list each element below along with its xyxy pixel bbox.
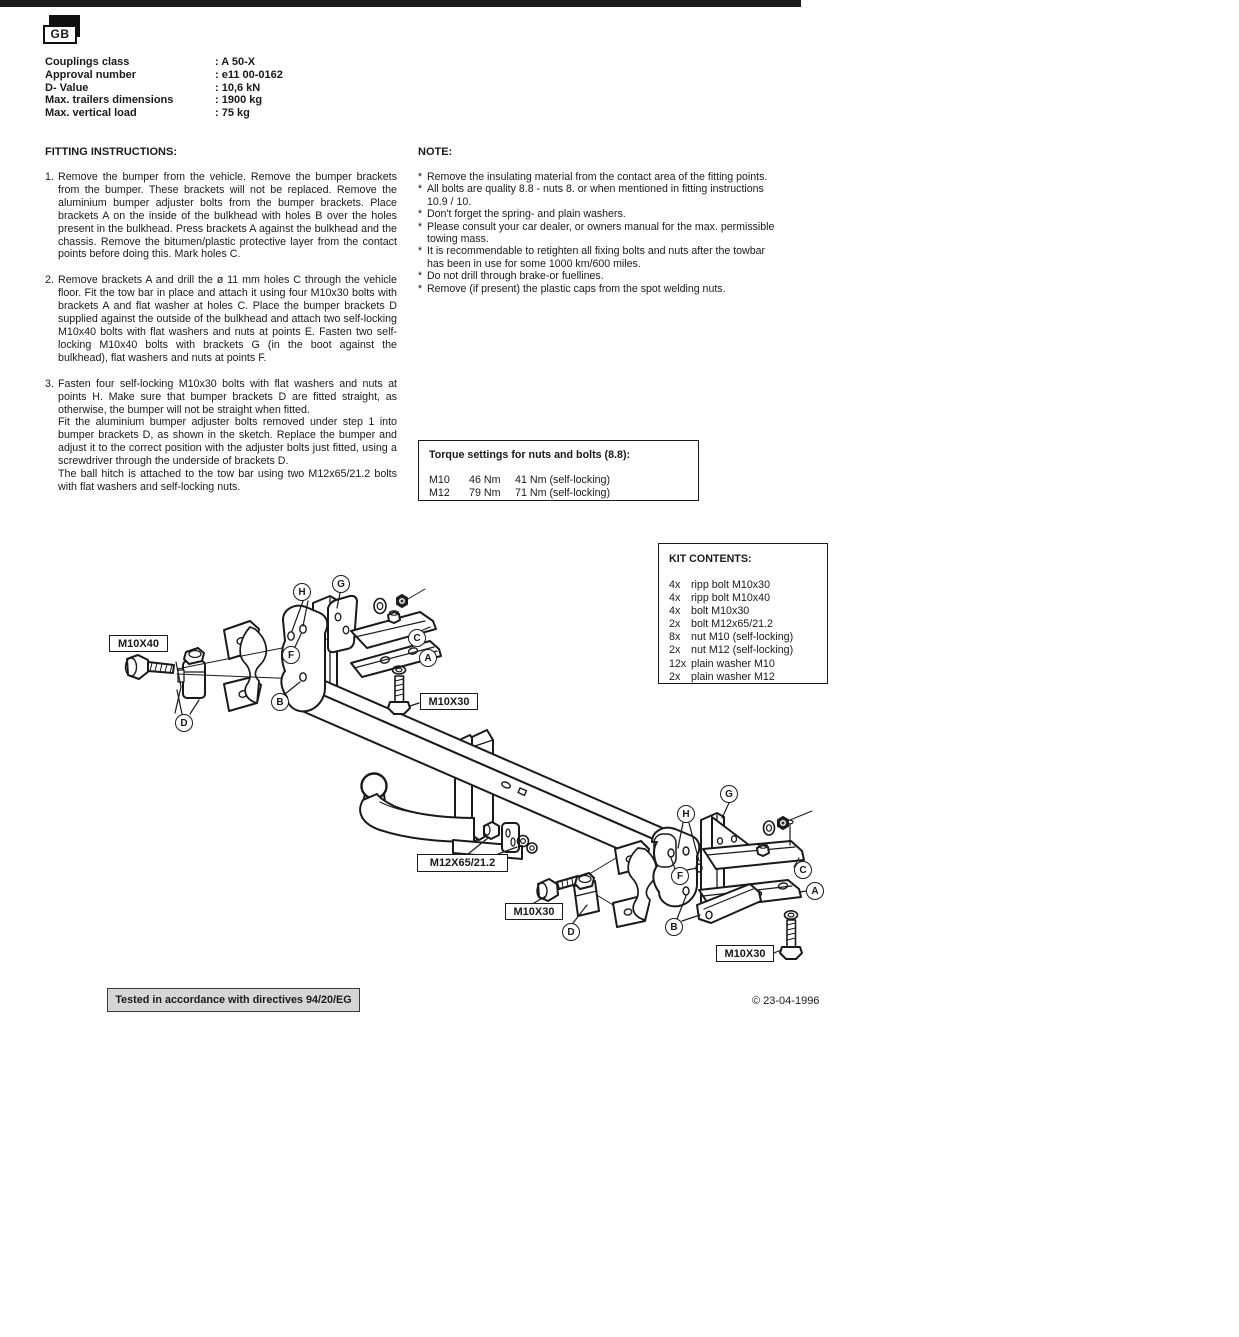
left-bracket-g [328, 596, 357, 652]
right-washer-nut [764, 811, 813, 835]
left-vertical-bolt [388, 666, 419, 714]
torque-settings-box [418, 440, 699, 501]
towbar-beam [296, 675, 674, 867]
part-label-m10x30-bottom: M10X30 [716, 945, 774, 962]
callout-left-h: H [293, 583, 311, 601]
right-bumper-bracket-d [574, 841, 657, 927]
fitting-step-2: 2. Remove brackets A and drill the ø 11 mm holes C through the vehicle floor. Fit the tow bar in place and attach it using four M10x30 bolts with brackets A and flat washer at holes C. Place the bumper brackets D supplied against the outside of the bulkhead and attach two self-locking M10x40 bolts with flat washers and nuts at points E. Fasten two self-locking M10x40 bolts with brackets G (in the boot against the bulkhead), flat washers and nuts at points F. [45, 274, 397, 364]
top-rule [0, 0, 801, 7]
spec-row: Couplings class : A 50-X [45, 56, 256, 68]
note-item: * Remove the insulating material from the contact area of the fitting points. [418, 171, 768, 183]
kit-item: 8x nut M10 (self-locking) [669, 631, 794, 644]
spec-row: Max. trailers dimensions : 1900 kg [45, 94, 263, 107]
kit-item: 2x bolt M12x65/21.2 [669, 618, 773, 631]
callout-right-a: A [806, 882, 824, 900]
note-item: * It is recommendable to retighten all fixing bolts and nuts after the towbar has been in use for some 1000 km/600 miles. [418, 245, 766, 270]
kit-item: 2x nut M12 (self-locking) [669, 644, 794, 657]
note-section [418, 146, 780, 295]
callout-right-b: B [665, 918, 683, 936]
part-label-m12x65: M12X65/21.2 [417, 854, 508, 872]
callout-right-h: H [677, 805, 695, 823]
fitting-title: FITTING INSTRUCTIONS: [45, 146, 177, 158]
spec-table [45, 56, 283, 120]
part-label-m10x30-mid: M10X30 [505, 903, 563, 920]
part-label-m10x30-left: M10X30 [420, 693, 478, 710]
kit-item: 4x ripp bolt M10x40 [669, 592, 771, 605]
copyright-date: © 23-04-1996 [752, 995, 820, 1007]
kit-item: 4x bolt M10x30 [669, 605, 750, 618]
note-item: * Remove (if present) the plastic caps from the spot welding nuts. [418, 282, 726, 295]
note-item: * Please consult your car dealer, or owners manual for the max. permissible towing mass. [418, 220, 775, 246]
callout-left-f: F [282, 646, 300, 664]
country-badge [43, 15, 88, 47]
kit-item: 4x ripp bolt M10x30 [669, 579, 771, 591]
kit-item: 2x plain washer M12 [669, 670, 775, 683]
note-item: * Do not drill through brake-or fuellines. [418, 270, 604, 283]
fitting-step-1: 1. Remove the bumper from the vehicle. Remove the bumper brackets from the bumper. These brackets will not be replaced. Remove the aluminium bumper adjuster bolts from the bumper brackets. Place brackets A on the inside of the bulkhead with holes B over the holes present in the bulkhead. Press brackets A against the bulkhead and the chassis. Remove the bitumen/plastic protective layer from the contact points before doing this. Mark holes C. [45, 171, 397, 261]
towbar-exploded-drawing [60, 540, 900, 1010]
callout-left-c: C [408, 629, 426, 647]
fitting-instructions [45, 146, 397, 507]
torque-row: M10 46 Nm 41 Nm (self-locking) [429, 474, 611, 486]
callout-right-g: G [720, 785, 738, 803]
callout-left-g: G [332, 575, 350, 593]
callout-left-a: A [419, 649, 437, 667]
note-item: * All bolts are quality 8.8 - nuts 8. or when mentioned in fitting instructions 10.9 / 10. [418, 183, 764, 208]
tested-directive-box: Tested in accordance with directives 94/20/EG [107, 988, 360, 1012]
torque-title: Torque settings for nuts and bolts (8.8): [429, 449, 631, 461]
callout-right-c: C [794, 861, 812, 879]
kit-item: 12x plain washer M10 [669, 657, 775, 670]
fitting-step-3: 3. Fasten four self-locking M10x30 bolts with flat washers and nuts at points H. Make sure that bumper brackets D are fitted straight, as otherwise, the bumper will not be straight when fitted. Fit the aluminium bumper adjuster bolts removed under step 1 into bumper brackets D, as shown in the sketch. Replace the bumper and adjust it to the correct position with the adjuster bolts just fitted, using a screwdriver through the underside of brackets D. The ball hitch is attached to the tow bar using two M12x65/21.2 bolts with flat washers and self-locking nuts. [45, 377, 397, 493]
badge-label: GB [43, 25, 77, 44]
spec-row: Max. vertical load : 75 kg [45, 107, 250, 120]
callout-right-d: D [562, 923, 580, 941]
note-title: NOTE: [418, 146, 453, 158]
part-label-m10x40: M10X40 [109, 635, 168, 652]
spec-row: Approval number : e11 00-0162 [45, 68, 283, 81]
left-washer-nut [374, 589, 425, 614]
note-item: * Don't forget the spring- and plain washers. [418, 208, 626, 221]
callout-left-b: B [271, 693, 289, 711]
callout-left-d: D [175, 714, 193, 732]
callout-right-f: F [671, 867, 689, 885]
spec-row: D- Value : 10,6 kN [45, 81, 261, 94]
right-vertical-bolt [780, 911, 802, 959]
kit-title: KIT CONTENTS: [669, 553, 752, 565]
torque-row: M12 79 Nm 71 Nm (self-locking) [429, 487, 611, 499]
